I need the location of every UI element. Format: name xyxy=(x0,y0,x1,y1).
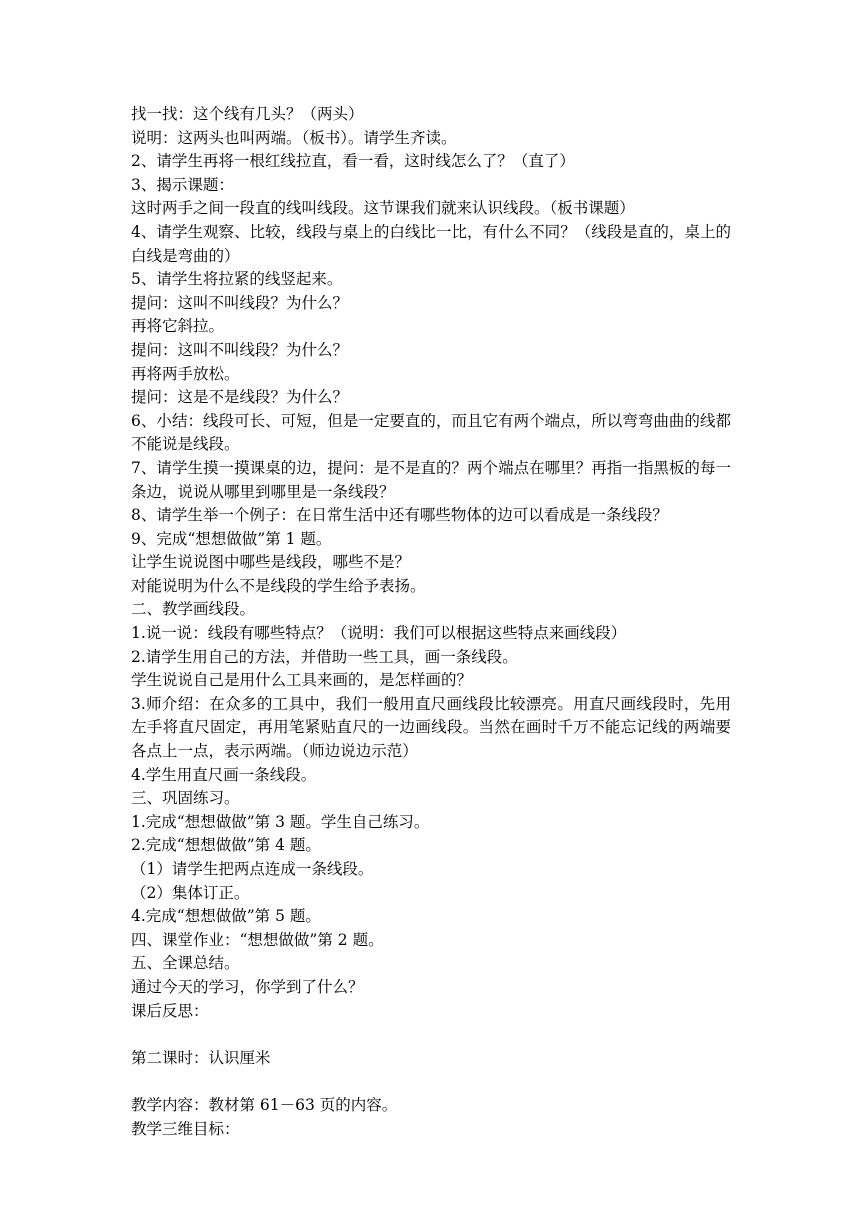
text-line: 通过今天的学习，你学到了什么？ xyxy=(131,977,364,996)
text-line: 对能说明为什么不是线段的学生给予表扬。 xyxy=(131,576,426,595)
text-line: 说明：这两头也叫两端。（板书）。请学生齐读。 xyxy=(131,128,457,147)
text-line: 提问：这叫不叫线段？为什么？ xyxy=(131,340,349,359)
text-line: 让学生说说图中哪些是线段，哪些不是？ xyxy=(131,553,411,572)
text-paragraph: 3.师介绍：在众多的工具中，我们一般用直尺画线段比较漂亮。用直尺画线段时，先用左手将直尺固定，再用笔紧贴直尺的一边画线段。当然在画时千万不能忘记线的两端要各点上一点，表示两端。（师边说边示范） xyxy=(131,694,731,761)
text-line: 1.说一说：线段有哪些特点？（说明：我们可以根据这些特点来画线段） xyxy=(131,624,627,643)
text-line: 3、揭示课题： xyxy=(131,175,234,194)
document-body xyxy=(131,103,731,1141)
text-line: 9、完成“想想做做”第 1 题。 xyxy=(131,529,332,548)
text-line: 教学内容：教材第 61－63 页的内容。 xyxy=(131,1095,398,1114)
text-line: 4.完成“想想做做”第 5 题。 xyxy=(131,907,321,926)
blank-line xyxy=(131,1070,731,1094)
text-line: （1）请学生把两点连成一条线段。 xyxy=(131,860,374,878)
section-heading: 二、教学画线段。 xyxy=(131,600,256,619)
text-line: 2.完成“想想做做”第 4 题。 xyxy=(131,836,321,855)
section-heading: 五、全课总结。 xyxy=(131,954,240,973)
text-line: 再将它斜拉。 xyxy=(131,317,225,336)
text-paragraph: 6、小结：线段可长、可短，但是一定要直的，而且它有两个端点，所以弯弯曲曲的线都不能说是线段。 xyxy=(131,411,731,454)
text-paragraph: 4、请学生观察、比较，线段与桌上的白线比一比，有什么不同？（线段是直的，桌上的白线是弯曲的） xyxy=(131,222,731,265)
text-line: 这时两手之间一段直的线叫线段。这节课我们就来认识线段。（板书课题） xyxy=(131,199,635,218)
text-line: 4.学生用直尺画一条线段。 xyxy=(131,765,317,784)
text-line: 8、请学生举一个例子：在日常生活中还有哪些物体的边可以看成是一条线段？ xyxy=(131,506,668,525)
section-heading: 三、巩固练习。 xyxy=(131,789,240,808)
text-line: 1.完成“想想做做”第 3 题。学生自己练习。 xyxy=(131,812,430,831)
text-line: 找一找：这个线有几头？（两头） xyxy=(131,105,364,123)
text-line: 提问：这是不是线段？为什么？ xyxy=(131,388,349,407)
text-line: 再将两手放松。 xyxy=(131,364,240,383)
text-line: 2.请学生用自己的方法，并借助一些工具，画一条线段。 xyxy=(131,647,518,666)
section-heading: 四、课堂作业：“想想做做”第 2 题。 xyxy=(131,930,384,949)
text-line: 5、请学生将拉紧的线竖起来。 xyxy=(131,270,343,289)
lesson-title: 第二课时：认识厘米 xyxy=(131,1048,271,1067)
text-paragraph: 7、请学生摸一摸课桌的边，提问：是不是直的？两个端点在哪里？再指一指黑板的每一条边，说说从哪里到哪里是一条线段？ xyxy=(131,458,731,501)
text-line: 教学三维目标： xyxy=(131,1119,240,1138)
text-line: 2、请学生再将一根红线拉直，看一看，这时线怎么了？（直了） xyxy=(131,152,575,171)
text-line: （2）集体订正。 xyxy=(131,883,250,902)
blank-line xyxy=(131,1023,731,1047)
text-line: 提问：这叫不叫线段？为什么？ xyxy=(131,293,349,312)
text-line: 课后反思： xyxy=(131,1001,209,1020)
text-line: 学生说说自己是用什么工具来画的，是怎样画的？ xyxy=(131,671,473,690)
